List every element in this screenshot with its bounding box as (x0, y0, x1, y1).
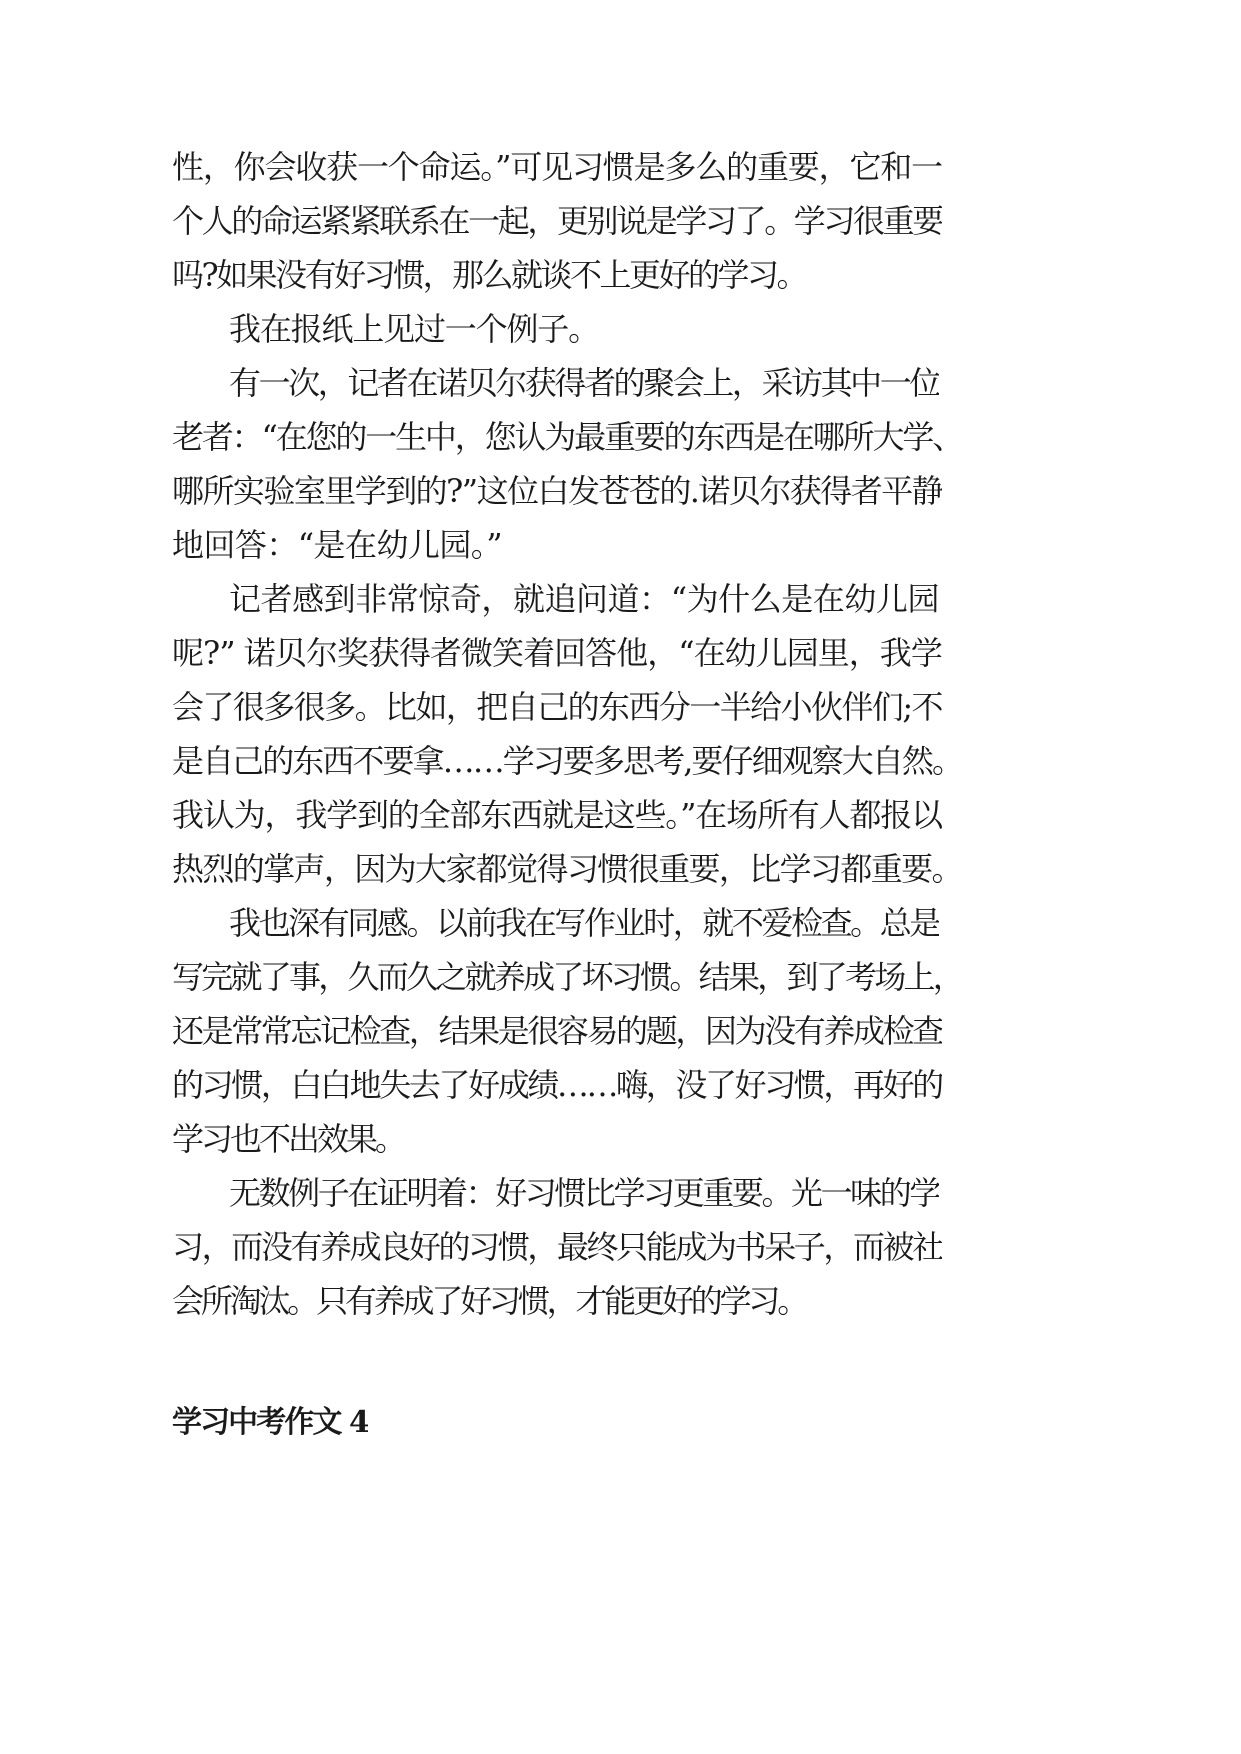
text-line-3-content: 吗?如果没有好习惯，那么就谈不上更好的学习。 (172, 256, 806, 294)
text-line-19 (0, 1109, 1241, 1169)
text-line-22 (0, 1271, 1241, 1331)
text-line-20 (0, 1163, 1241, 1223)
text-line-15 (0, 893, 1241, 953)
text-line-21 (0, 1217, 1241, 1277)
text-line-11-content: 会了很多很多。比如，把自己的东西分一半给小伙伴们;不 (172, 688, 942, 726)
section-heading (0, 1393, 1241, 1453)
text-line-17-content: 还是常常忘记检查，结果是很容易的题，因为没有养成检查 (172, 1012, 942, 1050)
text-line-5-content: 有一次，记者在诺贝尔获得者的聚会上，采访其中一位 (229, 364, 939, 402)
text-line-2 (0, 191, 1241, 251)
text-line-2-content: 个人的命运紧紧联系在一起，更别说是学习了。学习很重要 (172, 202, 942, 240)
text-line-18 (0, 1055, 1241, 1115)
text-line-22-content: 会所淘汰。只有养成了好习惯，才能更好的学习。 (172, 1282, 806, 1320)
text-line-13 (0, 785, 1241, 845)
text-line-9-content: 记者感到非常惊奇，就追问道：“为什么是在幼儿园 (229, 580, 939, 618)
text-line-8-content: 地回答：“是在幼儿园。” (172, 526, 502, 564)
text-line-1 (0, 137, 1241, 197)
text-line-11 (0, 677, 1241, 737)
text-line-14 (0, 839, 1241, 899)
text-line-17 (0, 1001, 1241, 1061)
text-line-8 (0, 515, 1241, 575)
text-line-7-content: 哪所实验室里学到的?”这位白发苍苍的.诺贝尔获得者平静 (172, 472, 942, 510)
text-line-20-content: 无数例子在证明着：好习惯比学习更重要。光一味的学 (229, 1174, 939, 1212)
text-line-21-content: 习，而没有养成良好的习惯，最终只能成为书呆子，而被社 (172, 1228, 942, 1266)
text-line-10 (0, 623, 1241, 683)
text-line-12-content: 是自己的东西不要拿……学习要多思考,要仔细观察大自然。 (172, 742, 962, 780)
text-line-3 (0, 245, 1241, 305)
text-line-4 (0, 299, 1241, 359)
text-line-9 (0, 569, 1241, 629)
section-heading-text: 学习中考作文 4 (172, 1405, 368, 1440)
text-line-1-content: 性，你会收获一个命运。”可见习惯是多么的重要，它和一 (172, 148, 942, 186)
text-line-6-content: 老者：“在您的一生中，您认为最重要的东西是在哪所大学、 (172, 418, 962, 456)
text-line-7 (0, 461, 1241, 521)
text-line-18-content: 的习惯，白白地失去了好成绩……嗨，没了好习惯，再好的 (172, 1066, 942, 1104)
text-line-12 (0, 731, 1241, 791)
text-line-16 (0, 947, 1241, 1007)
text-line-19-content: 学习也不出效果。 (172, 1120, 404, 1158)
text-line-4-content: 我在报纸上见过一个例子。 (229, 310, 599, 348)
text-line-15-content: 我也深有同感。以前我在写作业时，就不爱检查。总是 (229, 904, 939, 942)
text-line-13-content: 我认为，我学到的全部东西就是这些。”在场所有人都报以 (172, 796, 942, 834)
text-line-14-content: 热烈的掌声，因为大家都觉得习惯很重要，比学习都重要。 (172, 850, 962, 888)
text-line-10-content: 呢?” 诺贝尔奖获得者微笑着回答他，“在幼儿园里，我学 (172, 634, 942, 672)
text-line-16-content: 写完就了事，久而久之就养成了坏习惯。结果，到了考场上， (172, 958, 962, 996)
text-line-6 (0, 407, 1241, 467)
text-line-5 (0, 353, 1241, 413)
